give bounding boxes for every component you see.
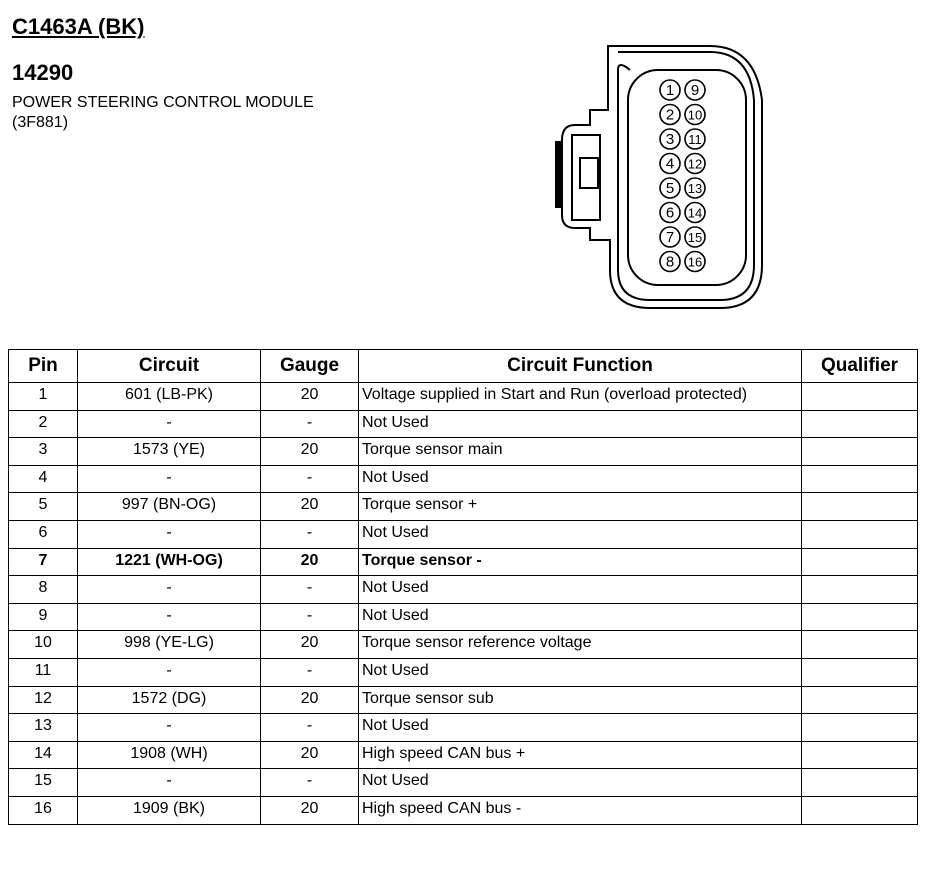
qualifier-cell [802,576,918,604]
table-row [9,769,918,797]
pin-cell: 15 [9,769,78,797]
pin-cell: 6 [9,520,78,548]
column-header: Pin [9,350,78,383]
function-cell: Not Used [359,603,802,631]
circuit-cell: - [78,465,261,493]
gauge-cell: 20 [261,741,359,769]
pinout-table [8,349,918,825]
module-name: POWER STEERING CONTROL MODULE (3F881) [12,94,314,131]
table-row [9,796,918,824]
table-row [9,410,918,438]
gauge-cell: - [261,576,359,604]
qualifier-cell [802,796,918,824]
pin-number: 12 [687,156,703,172]
table-row [9,465,918,493]
pin-number: 1 [665,82,675,99]
pin-cell: 3 [9,438,78,466]
circuit-cell: 998 (YE-LG) [78,631,261,659]
pin-cell: 14 [9,741,78,769]
qualifier-cell [802,383,918,411]
function-cell: Torque sensor sub [359,686,802,714]
circuit-cell: - [78,576,261,604]
circuit-cell: 1573 (YE) [78,438,261,466]
function-cell: Torque sensor main [359,438,802,466]
column-header: Qualifier [802,350,918,383]
pin-number: 14 [687,205,703,221]
pin-number: 11 [688,132,702,147]
table-row [9,714,918,742]
part-number: 14290 [12,60,74,85]
circuit-cell: - [78,769,261,797]
connector-face-diagram [540,40,780,320]
pin-number: 15 [687,230,703,245]
function-cell: Not Used [359,769,802,797]
qualifier-cell [802,658,918,686]
table-row [9,493,918,521]
gauge-cell: 20 [261,383,359,411]
column-header: Circuit Function [359,350,802,383]
circuit-cell: - [78,603,261,631]
pin-number: 6 [665,204,675,222]
qualifier-cell [802,438,918,466]
gauge-cell: 20 [261,548,359,576]
gauge-cell: - [261,410,359,438]
table-row [9,548,918,576]
pin-number: 8 [665,253,675,271]
pin-number: 7 [665,229,675,246]
table-row [9,603,918,631]
gauge-cell: 20 [261,438,359,466]
qualifier-cell [802,548,918,576]
circuit-cell: 601 (LB-PK) [78,383,261,411]
function-cell: Not Used [359,658,802,686]
gauge-cell: - [261,603,359,631]
pin-number: 3 [665,131,675,148]
function-cell: Torque sensor - [359,548,802,576]
gauge-cell: 20 [261,686,359,714]
pin-number: 16 [687,254,703,270]
pin-number: 9 [690,82,700,99]
circuit-cell: - [78,410,261,438]
function-cell: Torque sensor reference voltage [359,631,802,659]
gauge-cell: - [261,465,359,493]
table-row [9,383,918,411]
pin-cell: 13 [9,714,78,742]
gauge-cell: - [261,714,359,742]
qualifier-cell [802,631,918,659]
gauge-cell: 20 [261,493,359,521]
qualifier-cell [802,769,918,797]
function-cell: High speed CAN bus - [359,796,802,824]
column-header: Circuit [78,350,261,383]
function-cell: Not Used [359,465,802,493]
function-cell: Not Used [359,714,802,742]
circuit-cell: - [78,658,261,686]
function-cell: Voltage supplied in Start and Run (overload protected) [359,383,802,411]
gauge-cell: - [261,658,359,686]
pin-number: 10 [687,107,703,123]
circuit-cell: 997 (BN-OG) [78,493,261,521]
gauge-cell: 20 [261,796,359,824]
function-cell: Not Used [359,410,802,438]
pin-cell: 9 [9,603,78,631]
function-cell: High speed CAN bus + [359,741,802,769]
pin-cell: 2 [9,410,78,438]
gauge-cell: 20 [261,631,359,659]
pin-cell: 11 [9,658,78,686]
qualifier-cell [802,741,918,769]
table-row [9,686,918,714]
pin-cell: 8 [9,576,78,604]
qualifier-cell [802,686,918,714]
circuit-cell: 1908 (WH) [78,741,261,769]
pin-number: 2 [665,106,675,124]
pin-number: 5 [665,180,675,197]
table-row [9,520,918,548]
circuit-cell: 1909 (BK) [78,796,261,824]
table-row [9,438,918,466]
table-row [9,741,918,769]
pin-cell: 12 [9,686,78,714]
pin-cell: 1 [9,383,78,411]
column-header: Gauge [261,350,359,383]
circuit-cell: - [78,520,261,548]
qualifier-cell [802,493,918,521]
pin-cell: 10 [9,631,78,659]
pin-cell: 5 [9,493,78,521]
qualifier-cell [802,520,918,548]
table-row [9,658,918,686]
connector-title: C1463A (BK) [12,14,145,39]
circuit-cell: 1221 (WH-OG) [78,548,261,576]
function-cell: Torque sensor + [359,493,802,521]
pin-cell: 16 [9,796,78,824]
function-cell: Not Used [359,520,802,548]
circuit-cell: - [78,714,261,742]
qualifier-cell [802,603,918,631]
pin-cell: 4 [9,465,78,493]
qualifier-cell [802,410,918,438]
pin-number: 13 [687,181,703,196]
circuit-cell: 1572 (DG) [78,686,261,714]
function-cell: Not Used [359,576,802,604]
table-row [9,631,918,659]
pin-number: 4 [665,155,675,173]
table-row [9,576,918,604]
pin-cell: 7 [9,548,78,576]
qualifier-cell [802,465,918,493]
qualifier-cell [802,714,918,742]
gauge-cell: - [261,520,359,548]
gauge-cell: - [261,769,359,797]
